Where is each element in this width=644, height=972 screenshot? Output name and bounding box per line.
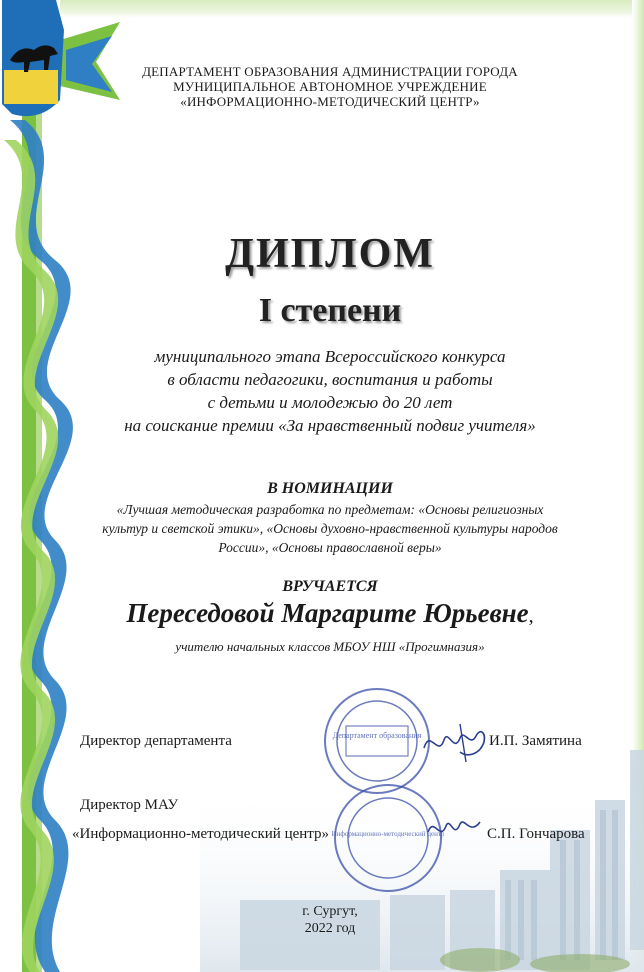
mau-director-org: «Информационно-методический центр» (72, 826, 330, 842)
award-heading: ВРУЧАЕТСЯ (282, 578, 378, 595)
nomination-line: культур и светской этики», «Основы духовно-нравственной культуры народов (102, 521, 558, 536)
top-border (60, 0, 644, 18)
contest-line: с детьми и молодежью до 20 лет (207, 393, 453, 412)
recipient-position: учителю начальных классов МБОУ НШ «Прогимназия» (175, 639, 485, 654)
diploma-title: ДИПЛОМ (225, 231, 435, 277)
contest-line: на соискание премии «За нравственный подвиг учителя» (124, 416, 536, 435)
recipient-name-block (60, 598, 600, 629)
nomination-text (60, 500, 600, 557)
header-line: МУНИЦИПАЛЬНОЕ АВТОНОМНОЕ УЧРЕЖДЕНИЕ (173, 79, 487, 94)
contest-line: муниципального этапа Всероссийского конкурса (154, 347, 506, 366)
nomination-line: России», «Основы православной веры» (218, 540, 442, 555)
contest-line: в области педагогики, воспитания и работы (167, 370, 493, 389)
recipient-name: Переседовой Маргарите Юрьевне (126, 598, 529, 628)
footer-place-date (260, 903, 400, 937)
mau-director-name: С.П. Гончарова (487, 826, 585, 842)
diploma-degree: I степени (258, 292, 402, 329)
signature-dept (420, 718, 490, 766)
header-block (100, 64, 560, 109)
header-line: «ИНФОРМАЦИОННО-МЕТОДИЧЕСКИЙ ЦЕНТР» (180, 94, 480, 109)
recipient-comma: , (528, 605, 534, 627)
header-line: ДЕПАРТАМЕНТ ОБРАЗОВАНИЯ АДМИНИСТРАЦИИ ГОРОДА (142, 64, 518, 79)
signature-mau (424, 812, 484, 848)
stamp-text: Департамент образования (332, 731, 422, 740)
dept-director-name: И.П. Замятина (489, 733, 582, 749)
footer-city: г. Сургут, (302, 904, 358, 919)
stamp-text: Информационно-методический центр (332, 830, 444, 838)
department-stamp (322, 686, 432, 796)
mau-director-title: Директор МАУ (80, 797, 179, 813)
footer-year: 2022 год (304, 921, 356, 936)
nomination-line: «Лучшая методическая разработка по предметам: «Основы религиозных (116, 502, 544, 517)
nomination-heading: В НОМИНАЦИИ (267, 480, 393, 497)
dept-director-title: Директор департамента (80, 733, 232, 749)
contest-description (70, 345, 590, 437)
